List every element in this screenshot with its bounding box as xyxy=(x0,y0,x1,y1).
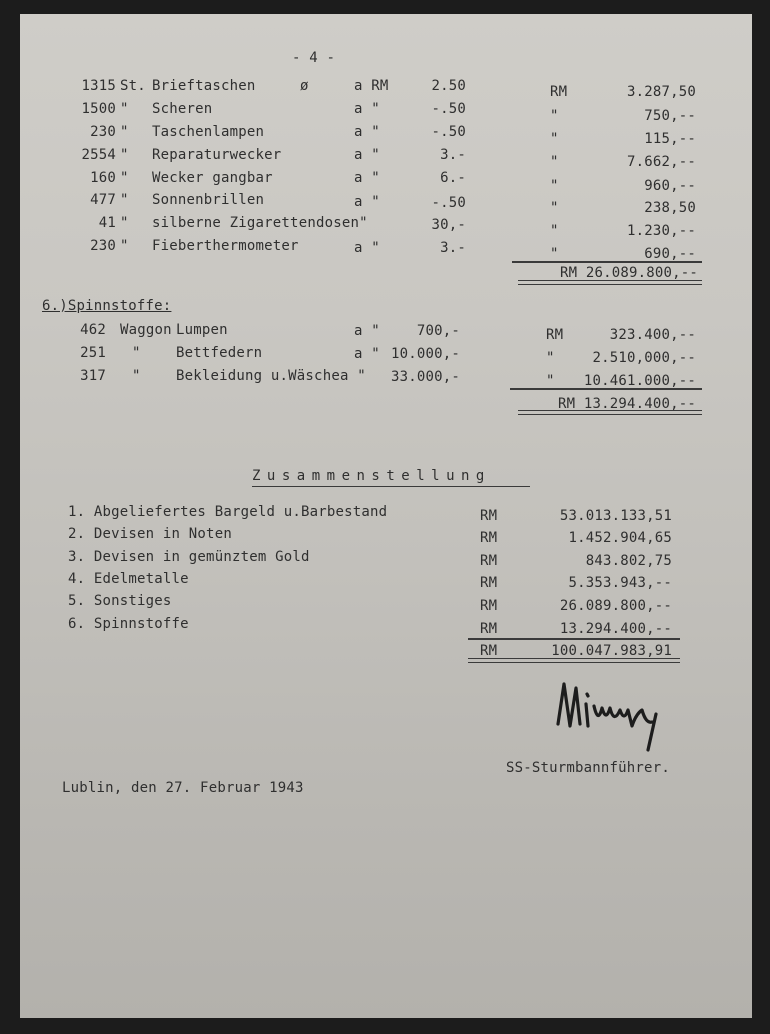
item-a: a " xyxy=(354,323,380,339)
item-qty: 1500 xyxy=(81,101,116,117)
item-currency: " xyxy=(546,350,555,366)
item-unit: " xyxy=(120,124,129,140)
item-total: 960,-- xyxy=(644,178,696,194)
summary-amount: 843.802,75 xyxy=(585,553,672,569)
summary-label: 5. Sonstiges xyxy=(68,593,172,609)
item-total: 3.287,50 xyxy=(626,84,696,100)
item-price: -.50 xyxy=(431,124,466,140)
summary-heading: Zusammenstellung xyxy=(252,468,491,484)
item-price: 33.000,- xyxy=(390,369,460,385)
item-qty: 160 xyxy=(90,170,116,186)
item-currency: " xyxy=(550,223,559,239)
item-unit: " xyxy=(120,101,129,117)
item-currency: " xyxy=(550,131,559,147)
summary-amount: 5.353.943,-- xyxy=(568,575,672,591)
item-a: a " xyxy=(354,194,380,210)
handwritten-signature xyxy=(536,674,686,764)
item-price: 3.- xyxy=(440,147,466,163)
item-total: 115,-- xyxy=(644,131,696,147)
summary-label: 1. Abgeliefertes Bargeld u.Barbestand xyxy=(68,504,388,520)
item-name: Lumpen xyxy=(176,322,228,338)
sum-rule xyxy=(510,388,702,390)
summary-currency: RM xyxy=(480,575,498,591)
summary-currency: RM xyxy=(480,530,498,546)
item-name: Fieberthermometer xyxy=(152,238,299,254)
item-total: 690,-- xyxy=(644,246,696,262)
double-underline xyxy=(518,280,702,285)
item-name: Reparaturwecker xyxy=(152,147,282,163)
summary-amount: 53.013.133,51 xyxy=(559,508,672,524)
item-total: 1.230,-- xyxy=(626,223,696,239)
item-price: 10.000,- xyxy=(390,346,460,362)
signature-title: SS-Sturmbannführer. xyxy=(506,760,670,776)
item-currency: RM xyxy=(550,84,568,100)
item-unit: " xyxy=(120,147,129,163)
item-price: 6.- xyxy=(440,170,466,186)
document-page xyxy=(20,14,752,1018)
item-qty: 251 xyxy=(80,345,106,361)
subtotal-top: RM 26.089.800,-- xyxy=(559,265,698,281)
place-date: Lublin, den 27. Februar 1943 xyxy=(62,780,304,796)
summary-total-currency: RM xyxy=(480,643,498,659)
item-name: Bettfedern xyxy=(176,345,263,361)
item-price: 2.50 xyxy=(431,78,466,94)
heading-underline xyxy=(252,486,530,487)
double-underline xyxy=(468,658,680,663)
item-total: 323.400,-- xyxy=(609,327,696,343)
item-currency: " xyxy=(550,154,559,170)
item-currency: " xyxy=(550,178,559,194)
summary-currency: RM xyxy=(480,508,498,524)
item-unit: " xyxy=(120,170,129,186)
item-qty: 317 xyxy=(80,368,106,384)
item-currency: " xyxy=(550,246,559,262)
item-a: a " xyxy=(354,346,380,362)
item-unit: " xyxy=(120,238,129,254)
summary-currency: RM xyxy=(480,553,498,569)
item-unit: " xyxy=(120,192,129,208)
item-total: 2.510,000,-- xyxy=(592,350,696,366)
item-a: a " xyxy=(354,147,380,163)
item-currency: " xyxy=(546,373,555,389)
page-number: - 4 - xyxy=(292,50,336,66)
section-heading: 6.)Spinnstoffe: xyxy=(42,298,172,314)
item-qty: 230 xyxy=(90,238,116,254)
item-qty: 2554 xyxy=(81,147,116,163)
item-price: -.50 xyxy=(431,195,466,211)
item-unit: " xyxy=(120,215,129,231)
item-a: a " xyxy=(354,170,380,186)
item-a: a RM xyxy=(354,78,389,94)
item-mark: ø xyxy=(300,78,309,94)
summary-amount: 26.089.800,-- xyxy=(559,598,672,614)
summary-amount: 13.294.400,-- xyxy=(559,621,672,637)
item-name: Sonnenbrillen xyxy=(152,192,265,208)
sum-rule xyxy=(468,638,680,640)
item-qty: 462 xyxy=(80,322,106,338)
item-total: 10.461.000,-- xyxy=(583,373,696,389)
item-currency: " xyxy=(550,108,559,124)
summary-label: 6. Spinnstoffe xyxy=(68,616,189,632)
item-a: a " xyxy=(354,124,380,140)
summary-label: 2. Devisen in Noten xyxy=(68,526,232,542)
summary-label: 3. Devisen in gemünztem Gold xyxy=(68,549,310,565)
item-name: Scheren xyxy=(152,101,213,117)
subtotal-section6: RM 13.294.400,-- xyxy=(557,396,696,412)
item-name: silberne Zigarettendosen" xyxy=(152,215,368,231)
item-name: Taschenlampen xyxy=(152,124,265,140)
item-a: a " xyxy=(354,240,380,256)
summary-label: 4. Edelmetalle xyxy=(68,571,189,587)
summary-currency: RM xyxy=(480,621,498,637)
item-total: 7.662,-- xyxy=(626,154,696,170)
item-price: 3.- xyxy=(440,240,466,256)
summary-amount: 1.452.904,65 xyxy=(568,530,672,546)
item-qty: 41 xyxy=(98,215,116,231)
item-price: 30,- xyxy=(431,217,466,233)
item-unit: Waggon xyxy=(120,322,172,338)
item-qty: 230 xyxy=(90,124,116,140)
item-unit: " xyxy=(132,345,141,361)
item-unit: " xyxy=(132,368,141,384)
item-name: Bekleidung u.Wäschea " xyxy=(176,368,366,384)
item-unit: St. xyxy=(120,78,146,94)
item-qty: 1315 xyxy=(81,78,116,94)
item-currency: RM xyxy=(546,327,564,343)
item-a: a " xyxy=(354,101,380,117)
item-price: -.50 xyxy=(431,101,466,117)
item-qty: 477 xyxy=(90,192,116,208)
item-total: 750,-- xyxy=(644,108,696,124)
double-underline xyxy=(518,410,702,415)
item-name: Wecker gangbar xyxy=(152,170,273,186)
summary-total: 100.047.983,91 xyxy=(551,643,672,659)
sum-rule xyxy=(512,261,702,263)
item-currency: " xyxy=(550,200,559,216)
summary-currency: RM xyxy=(480,598,498,614)
item-name: Brieftaschen xyxy=(152,78,256,94)
item-price: 700,- xyxy=(416,323,460,339)
item-total: 238,50 xyxy=(644,200,696,216)
